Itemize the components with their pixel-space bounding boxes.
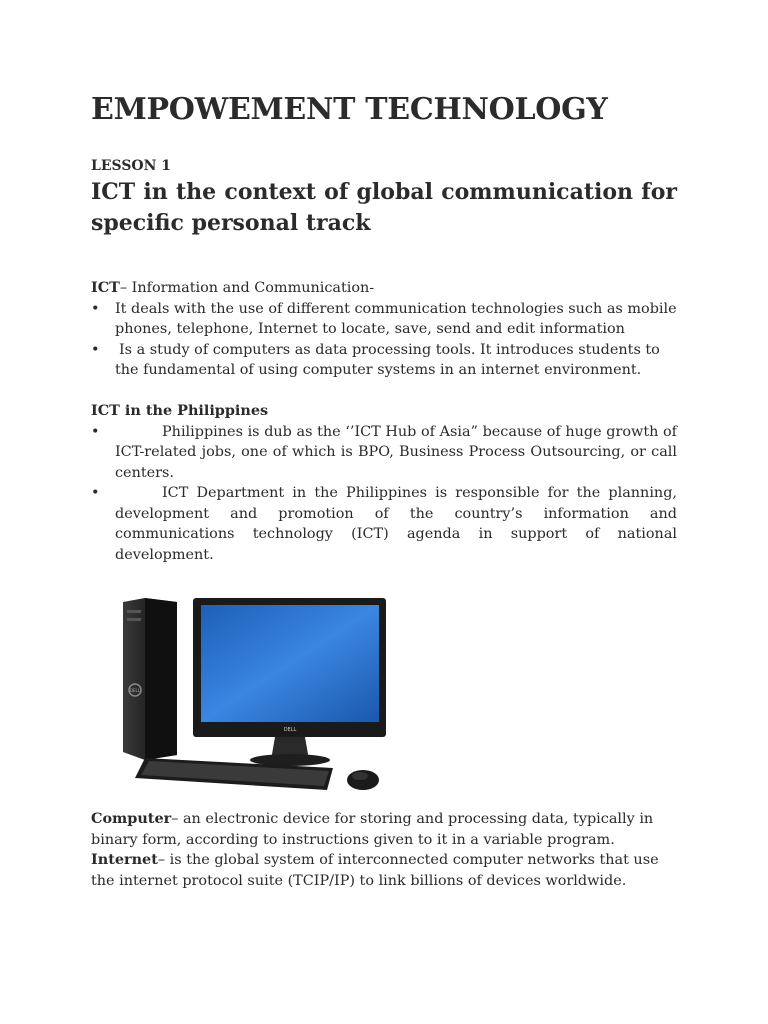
tower-brand-mark: DELL: [129, 688, 141, 693]
ict-philippines-section: [91, 401, 677, 565]
monitor-screen: [201, 605, 379, 722]
ict-section: [91, 278, 677, 381]
definitions-section: [91, 809, 677, 891]
monitor: [193, 598, 386, 766]
list-item-text: It deals with the use of different communication technologies such as mobile phones, telephone, Internet to locate, save, send and edit information: [115, 300, 677, 337]
document-title: EMPOWEMENT TECHNOLOGY: [91, 92, 608, 127]
list-item: [91, 340, 677, 381]
computer-term: Computer: [91, 810, 172, 827]
section-heading: ICT in the Philippines: [91, 402, 269, 419]
list-item-text: ICT Department in the Philippines is responsible for the planning, development and promotion of the country’s information and communications technology (ICT) agenda in support of national development.: [115, 485, 677, 563]
list-item-text: Philippines is dub as the ‘’ICT Hub of Asia” because of huge growth of ICT-related jobs, one of which is BPO, Business Process Outsourcing, or call centers.: [115, 423, 677, 481]
internet-term: Internet: [91, 851, 158, 868]
desktop-computer-image: [115, 590, 390, 800]
tower-case: [123, 598, 177, 760]
ict-philippines-bullet-list: [91, 422, 677, 566]
lesson-label: LESSON 1: [91, 158, 172, 174]
internet-definition-text: – is the global system of interconnected computer networks that use the internet protocol suite (TCIP/IP) to link billions of devices worldwide.: [91, 852, 659, 889]
list-item: [91, 299, 677, 340]
ict-bullet-list: [91, 299, 677, 381]
list-item: [91, 483, 677, 565]
lesson-subtitle: ICT in the context of global communication for specific personal track: [91, 179, 677, 236]
list-item-text: Is a study of computers as data processing tools. It introduces students to the fundamental of using computer systems in an internet environment.: [115, 341, 660, 378]
computer-definition-text: – an electronic device for storing and processing data, typically in binary form, according to instructions given to it in a variable program.: [91, 811, 654, 848]
ict-definition-text: – Information and Communication-: [119, 280, 375, 296]
monitor-brand-mark: DELL: [283, 727, 297, 733]
ict-term: ICT: [91, 279, 120, 296]
internet-definition: [91, 850, 677, 891]
computer-definition: [91, 809, 677, 850]
mouse: [347, 770, 379, 790]
list-item: [91, 422, 677, 484]
ict-definition: [91, 278, 677, 299]
